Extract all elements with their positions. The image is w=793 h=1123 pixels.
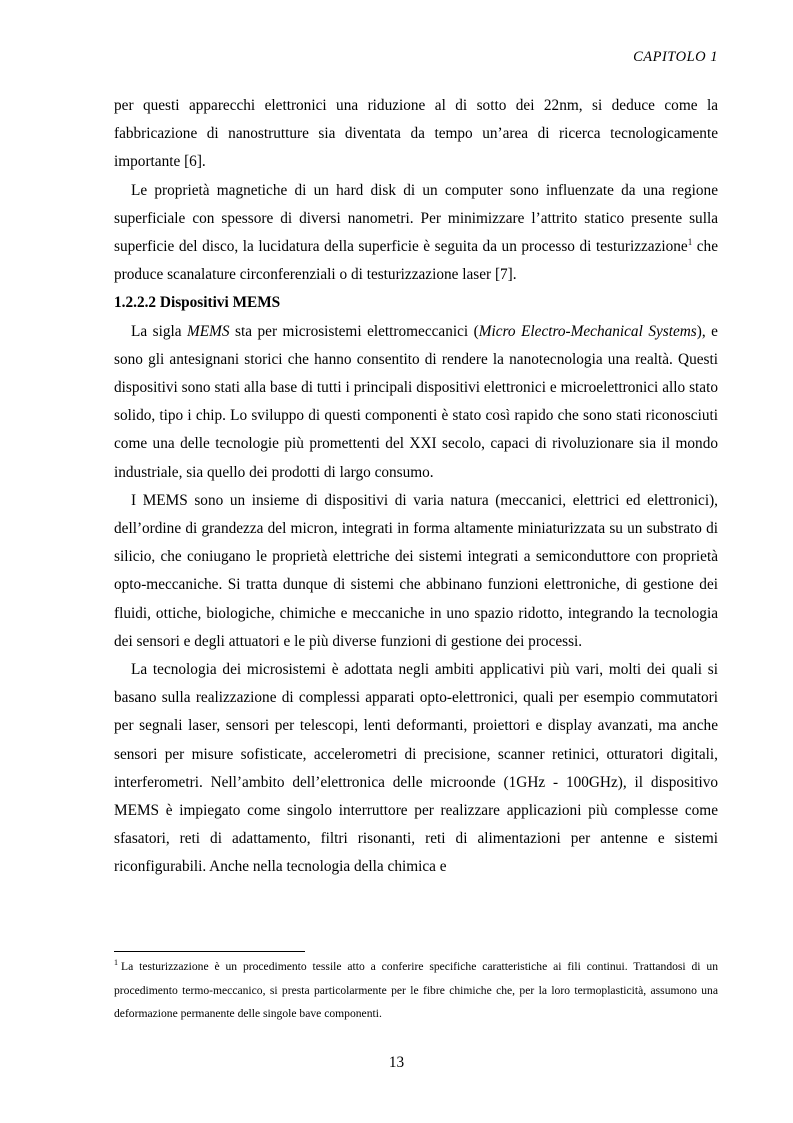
mems-term: MEMS <box>187 322 230 340</box>
footnote <box>114 955 718 1026</box>
paragraph-2-tail: che produce scanalature circonferenziali o di testurizzazione laser [7]. <box>114 238 718 284</box>
paragraph-4: I MEMS sono un insieme di dispositivi di varia natura (meccanici, elettrici ed elettronici), dell’ordine di grandezza del micron, integrati in forma altamente miniaturizzata su un substrato di silicio, che coniugano le proprietà elettriche dei sistemi integrati a semiconduttore con proprietà opto-meccaniche. Si tratta dunque di sistemi che abbinano funzioni elettroniche, di gestione dei fluidi, ottiche, biologiche, chimiche e meccaniche in uno spazio ridotto, integrando la tecnologia dei sensori e degli attuatori e le più diverse funzioni di gestione dei processi. <box>114 491 718 650</box>
footnote-text: La testurizzazione è un procedimento tessile atto a conferire specifiche caratteristiche ai fili continui. Trattandosi di un procedimento termo-meccanico, si presta particolarmente per le fibre chimiche che, per la loro termoplasticità, assumono una deformazione permanente delle singole bave componenti. <box>114 960 718 1020</box>
body-text <box>114 92 718 882</box>
paragraph-3-mid: sta per microsistemi elettromeccanici ( <box>229 322 479 340</box>
paragraph-5: La tecnologia dei microsistemi è adottata negli ambiti applicativi più vari, molti dei quali si basano sulla realizzazione di complessi apparati opto-elettronici, quali per esempio commutatori per segnali laser, sensori per telescopi, lenti deformanti, proiettori e display avanzati, ma anche sensori per misure sofisticate, accelerometri di precisione, scanner retinici, otturatori digitali, interferometri. Nell’ambito dell’elettronica delle microonde (1GHz - 100GHz), il dispositivo MEMS è impiegato come singolo interruttore per realizzare applicazioni più complesse come sfasatori, reti di adattamento, filtri risonanti, reti di alimentazioni per antenne e sistemi riconfigurabili. Anche nella tecnologia della chimica e <box>114 661 718 876</box>
footnote-mark: 1 <box>114 958 118 967</box>
mems-expansion: Micro Electro-Mechanical Systems <box>478 322 697 340</box>
paragraph-1: per questi apparecchi elettronici una riduzione al di sotto dei 22nm, si deduce come la fabbricazione di nanostrutture sia diventata da tempo un’area di ricerca tecnologicamente importante [6]. <box>114 97 718 171</box>
section-heading: 1.2.2.2 Dispositivi MEMS <box>114 294 281 312</box>
paragraph-3 <box>114 318 718 487</box>
page-number: 13 <box>388 1054 405 1071</box>
footnote-separator <box>114 951 305 952</box>
paragraph-3-rest: ), e sono gli antesignani storici che hanno consentito di rendere la nanotecnologia una realtà. Questi dispositivi sono stati alla base di tutti i principali dispositivi elettronici e microelettronici allo stato solido, tipo i chip. Lo sviluppo di questi componenti è stato così rapido che sono stati riconosciuti come una delle tecnologie più promettenti del XXI secolo, capaci di rivoluzionare sia il mondo industriale, sia quello dei prodotti di largo consumo. <box>114 322 718 481</box>
footnote-reference[interactable]: 1 <box>687 237 693 248</box>
paragraph-3-start: La sigla <box>131 322 188 340</box>
paragraph-2-text: Le proprietà magnetiche di un hard disk di un computer sono influenzate da una regione superficiale con spessore di diversi nanometri. Per minimizzare l’attrito statico presente sulla superficie del disco, la lucidatura della superficie è seguita da un processo di testurizzazione <box>114 181 718 256</box>
running-header: CAPITOLO 1 <box>633 49 718 65</box>
paragraph-2 <box>114 177 718 290</box>
